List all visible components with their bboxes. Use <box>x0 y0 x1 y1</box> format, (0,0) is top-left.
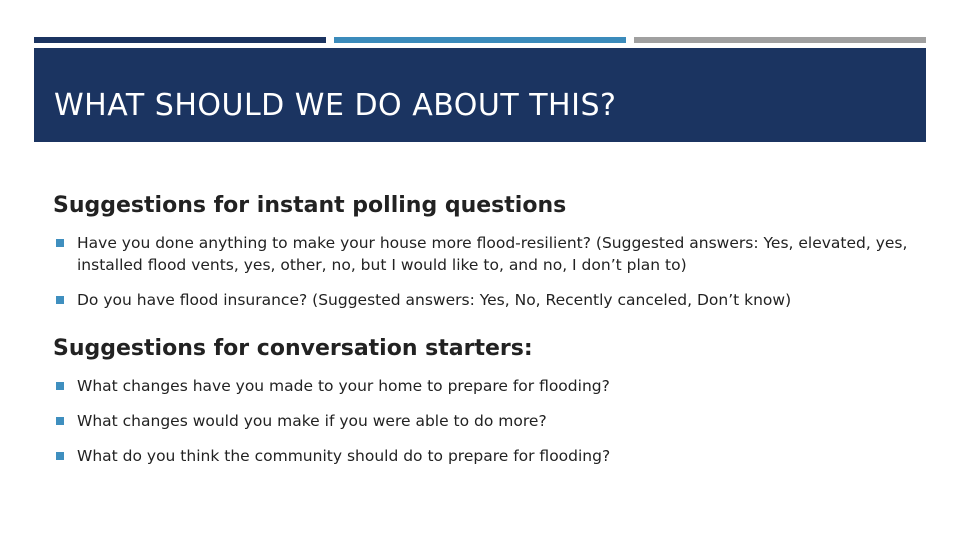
list-item-text: What changes would you make if you were able to do more? <box>77 412 547 430</box>
section-heading-polling: Suggestions for instant polling questions <box>53 193 567 218</box>
slide-body <box>53 192 913 480</box>
list-item-text: Have you done anything to make your house more flood-resilient? (Suggested answers: Yes, elevated, yes, installed flood vents, yes, other, no, but I would like to, and no, I don’t plan to) <box>77 234 908 274</box>
title-band <box>34 48 926 142</box>
list-item <box>53 289 913 311</box>
accent-bar-gray <box>634 37 926 43</box>
square-bullet-icon <box>56 239 64 247</box>
square-bullet-icon <box>56 417 64 425</box>
accent-bar-navy <box>34 37 326 43</box>
list-item-text: Do you have flood insurance? (Suggested answers: Yes, No, Recently canceled, Don’t know) <box>77 291 792 309</box>
polling-questions-list <box>53 232 913 311</box>
list-item <box>53 375 913 397</box>
section-heading-conversation: Suggestions for conversation starters: <box>53 336 533 361</box>
list-item <box>53 445 913 467</box>
square-bullet-icon <box>56 296 64 304</box>
slide-title: WHAT SHOULD WE DO ABOUT THIS? <box>54 87 617 123</box>
accent-bar-blue <box>334 37 626 43</box>
list-item-text: What do you think the community should do to prepare for flooding? <box>77 447 611 465</box>
list-item <box>53 232 913 276</box>
list-item <box>53 410 913 432</box>
square-bullet-icon <box>56 452 64 460</box>
conversation-starters-list <box>53 375 913 467</box>
list-item-text: What changes have you made to your home to prepare for flooding? <box>77 377 610 395</box>
square-bullet-icon <box>56 382 64 390</box>
